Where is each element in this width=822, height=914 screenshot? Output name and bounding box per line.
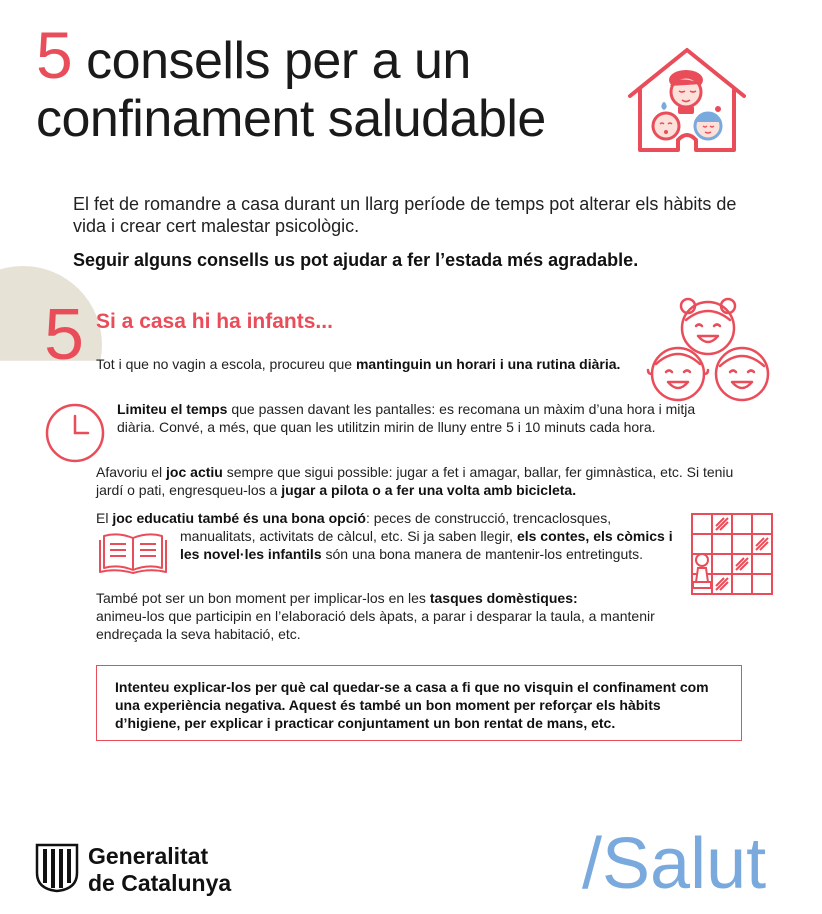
tip-screen-bold: Limiteu el temps (117, 401, 228, 417)
section-heading: Si a casa hi ha infants... (96, 310, 333, 333)
tip-active-bold-1: joc actiu (166, 464, 223, 480)
tip-chores-text-1: També pot ser un bon moment per implicar-los en les (96, 590, 430, 606)
tip-chores-rest: animeu-los que participin en l’elaboració dels àpats, a parar i desparar la taula, a mantenir endreçada la seva habitació, etc. (96, 608, 655, 642)
tip-active-play (96, 463, 736, 499)
clock-icon (44, 402, 106, 464)
note-box: Intenteu explicar-los per què cal quedar-se a casa a fi que no visquin el confinament com una experiència negativa. Aquest és també un bon moment per reforçar els hàbits d’higiene, per explicar i practicar conjuntament un bon rentat de mans, etc. (96, 665, 742, 741)
tip-edu-text-3: manualitats, activitats de càlcul, etc. Si ja saben llegir, (180, 528, 517, 544)
chess-board-icon (690, 512, 774, 596)
salut-brand: /Salut (582, 824, 767, 904)
title-line2: confinament saludable (36, 90, 546, 148)
tip-active-text-2: sempre que sigui possible: jugar a fet i amagar, ballar, fer gimnàstica, etc. Si teniu jardí o pati, engresqueu-los a (96, 464, 734, 498)
tip-edu-bold-1: joc educatiu també és una bona opció (112, 510, 366, 526)
children-faces-icon (646, 296, 774, 404)
tip-educational-line1 (96, 509, 686, 527)
tip-active-text-1: Afavoriu el (96, 464, 167, 480)
tip-routine (96, 355, 636, 373)
tip-edu-text-1: El (96, 510, 113, 526)
org-line1: Generalitat (88, 843, 209, 869)
tip-routine-text: Tot i que no vagin a escola, procureu que (96, 356, 356, 372)
tip-active-bold-2: jugar a pilota o a fer una volta amb bicicleta. (281, 482, 577, 498)
tip-edu-text-2: : peces de construcció, trencaclosques, (365, 510, 612, 526)
tip-chores-bold: tasques domèstiques: (429, 590, 578, 606)
org-line2: de Catalunya (88, 870, 232, 896)
generalitat-name (88, 843, 231, 897)
title-number: 5 (36, 18, 73, 92)
tip-educational-rest (180, 527, 680, 563)
tip-screen-time (117, 400, 717, 436)
tip-chores-line1 (96, 589, 636, 607)
page-title (36, 18, 546, 148)
title-line1: consells per a un (86, 32, 471, 90)
tip-edu-bold-2: els contes, els còmics i les novel·les infantils (180, 528, 673, 562)
intro-text: El fet de romandre a casa durant un llarg període de temps pot alterar els hàbits de vida i crear cert malestar psicològic. (73, 194, 737, 236)
open-book-icon (98, 530, 168, 574)
family-house-icon (626, 46, 748, 154)
generalitat-logo (33, 843, 81, 893)
tip-routine-bold: mantinguin un horari i una rutina diària. (355, 356, 621, 372)
tip-edu-text-4: són una bona manera de mantenir-los entretinguts. (321, 546, 644, 562)
intro-bold-text: Seguir alguns consells us pot ajudar a fer l’estada més agradable. (73, 250, 639, 270)
tip-screen-text: que passen davant les pantalles: es recomana un màxim d’una hora i mitja diària. Convé, a més, que quan les utilitzin mirin de lluny entre 5 i 10 minuts cada hora. (117, 401, 696, 435)
section-number: 5 (44, 295, 85, 375)
